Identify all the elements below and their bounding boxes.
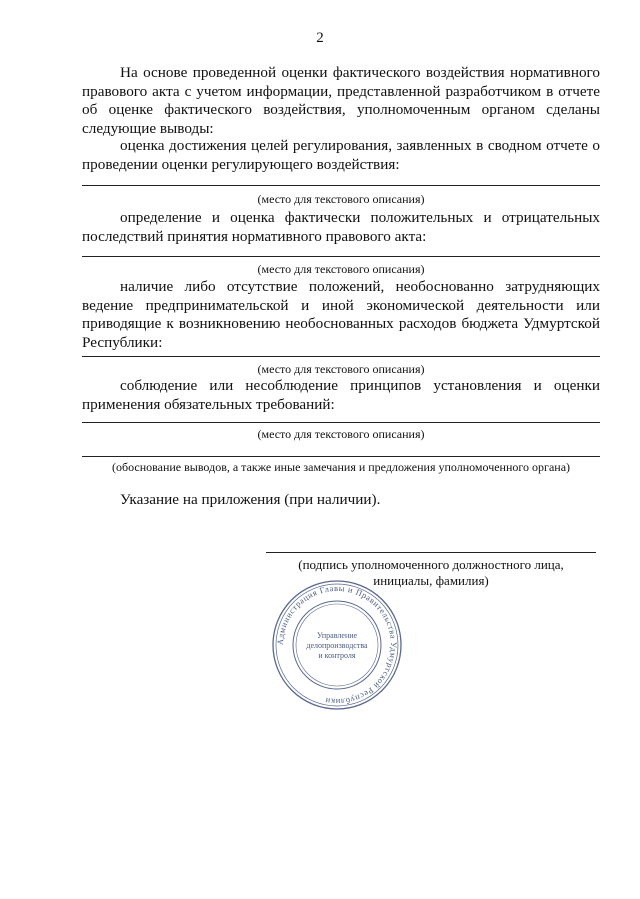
stamp-center-line3: и контроля [318, 651, 356, 660]
stamp-center-line2: делопроизводства [306, 641, 368, 650]
placeholder-caption-requirements: (место для текстового описания) [257, 427, 425, 441]
fill-line-goals [82, 185, 600, 186]
stamp-ring-text: Администрация Главы и Правительства Удмуртской Республики [275, 583, 399, 707]
item-consequences: определение и оценка фактически положительных и отрицательных последствий принятия нормативного правового акта: [82, 209, 600, 245]
signature-caption-line1: (подпись уполномоченного должностного лица, [298, 557, 564, 572]
signature-line [266, 552, 596, 553]
page-number: 2 [316, 30, 324, 46]
official-seal-stamp [270, 578, 404, 712]
placeholder-caption-consequences: (место для текстового описания) [257, 262, 425, 276]
placeholder-caption-goals: (место для текстового описания) [257, 192, 425, 206]
item-obstacles: наличие либо отсутствие положений, необоснованно затрудняющих ведение предпринимательской и иной экономической деятельности или приводящие к возникновению необоснованных расходов бюджета Удмуртской Республики: [82, 278, 600, 351]
item-goals: оценка достижения целей регулирования, заявленных в сводном отчете о проведении оценки регулирующего воздействия: [82, 137, 600, 173]
item-requirements: соблюдение или несоблюдение принципов установления и оценки применения обязательных требований: [82, 377, 600, 413]
fill-line-requirements [82, 422, 600, 423]
fill-line-obstacles [82, 356, 600, 357]
conclusion-caption: (обоснование выводов, а также иные замечания и предложения уполномоченного органа) [111, 460, 571, 474]
intro-paragraph: На основе проведенной оценки фактического воздействия нормативного правового акта с учетом информации, представленной разработчиком в отчете об оценке фактического воздействия, уполномоченным органом сделаны следующие выводы: [82, 64, 600, 137]
fill-line-consequences [82, 256, 600, 257]
stamp-center-line1: Управление [316, 631, 358, 640]
fill-line-conclusion [82, 456, 600, 457]
placeholder-caption-obstacles: (место для текстового описания) [257, 362, 425, 376]
signature-caption-line2: инициалы, фамилия) [373, 573, 489, 588]
attachments-note: Указание на приложения (при наличии). [120, 491, 381, 508]
